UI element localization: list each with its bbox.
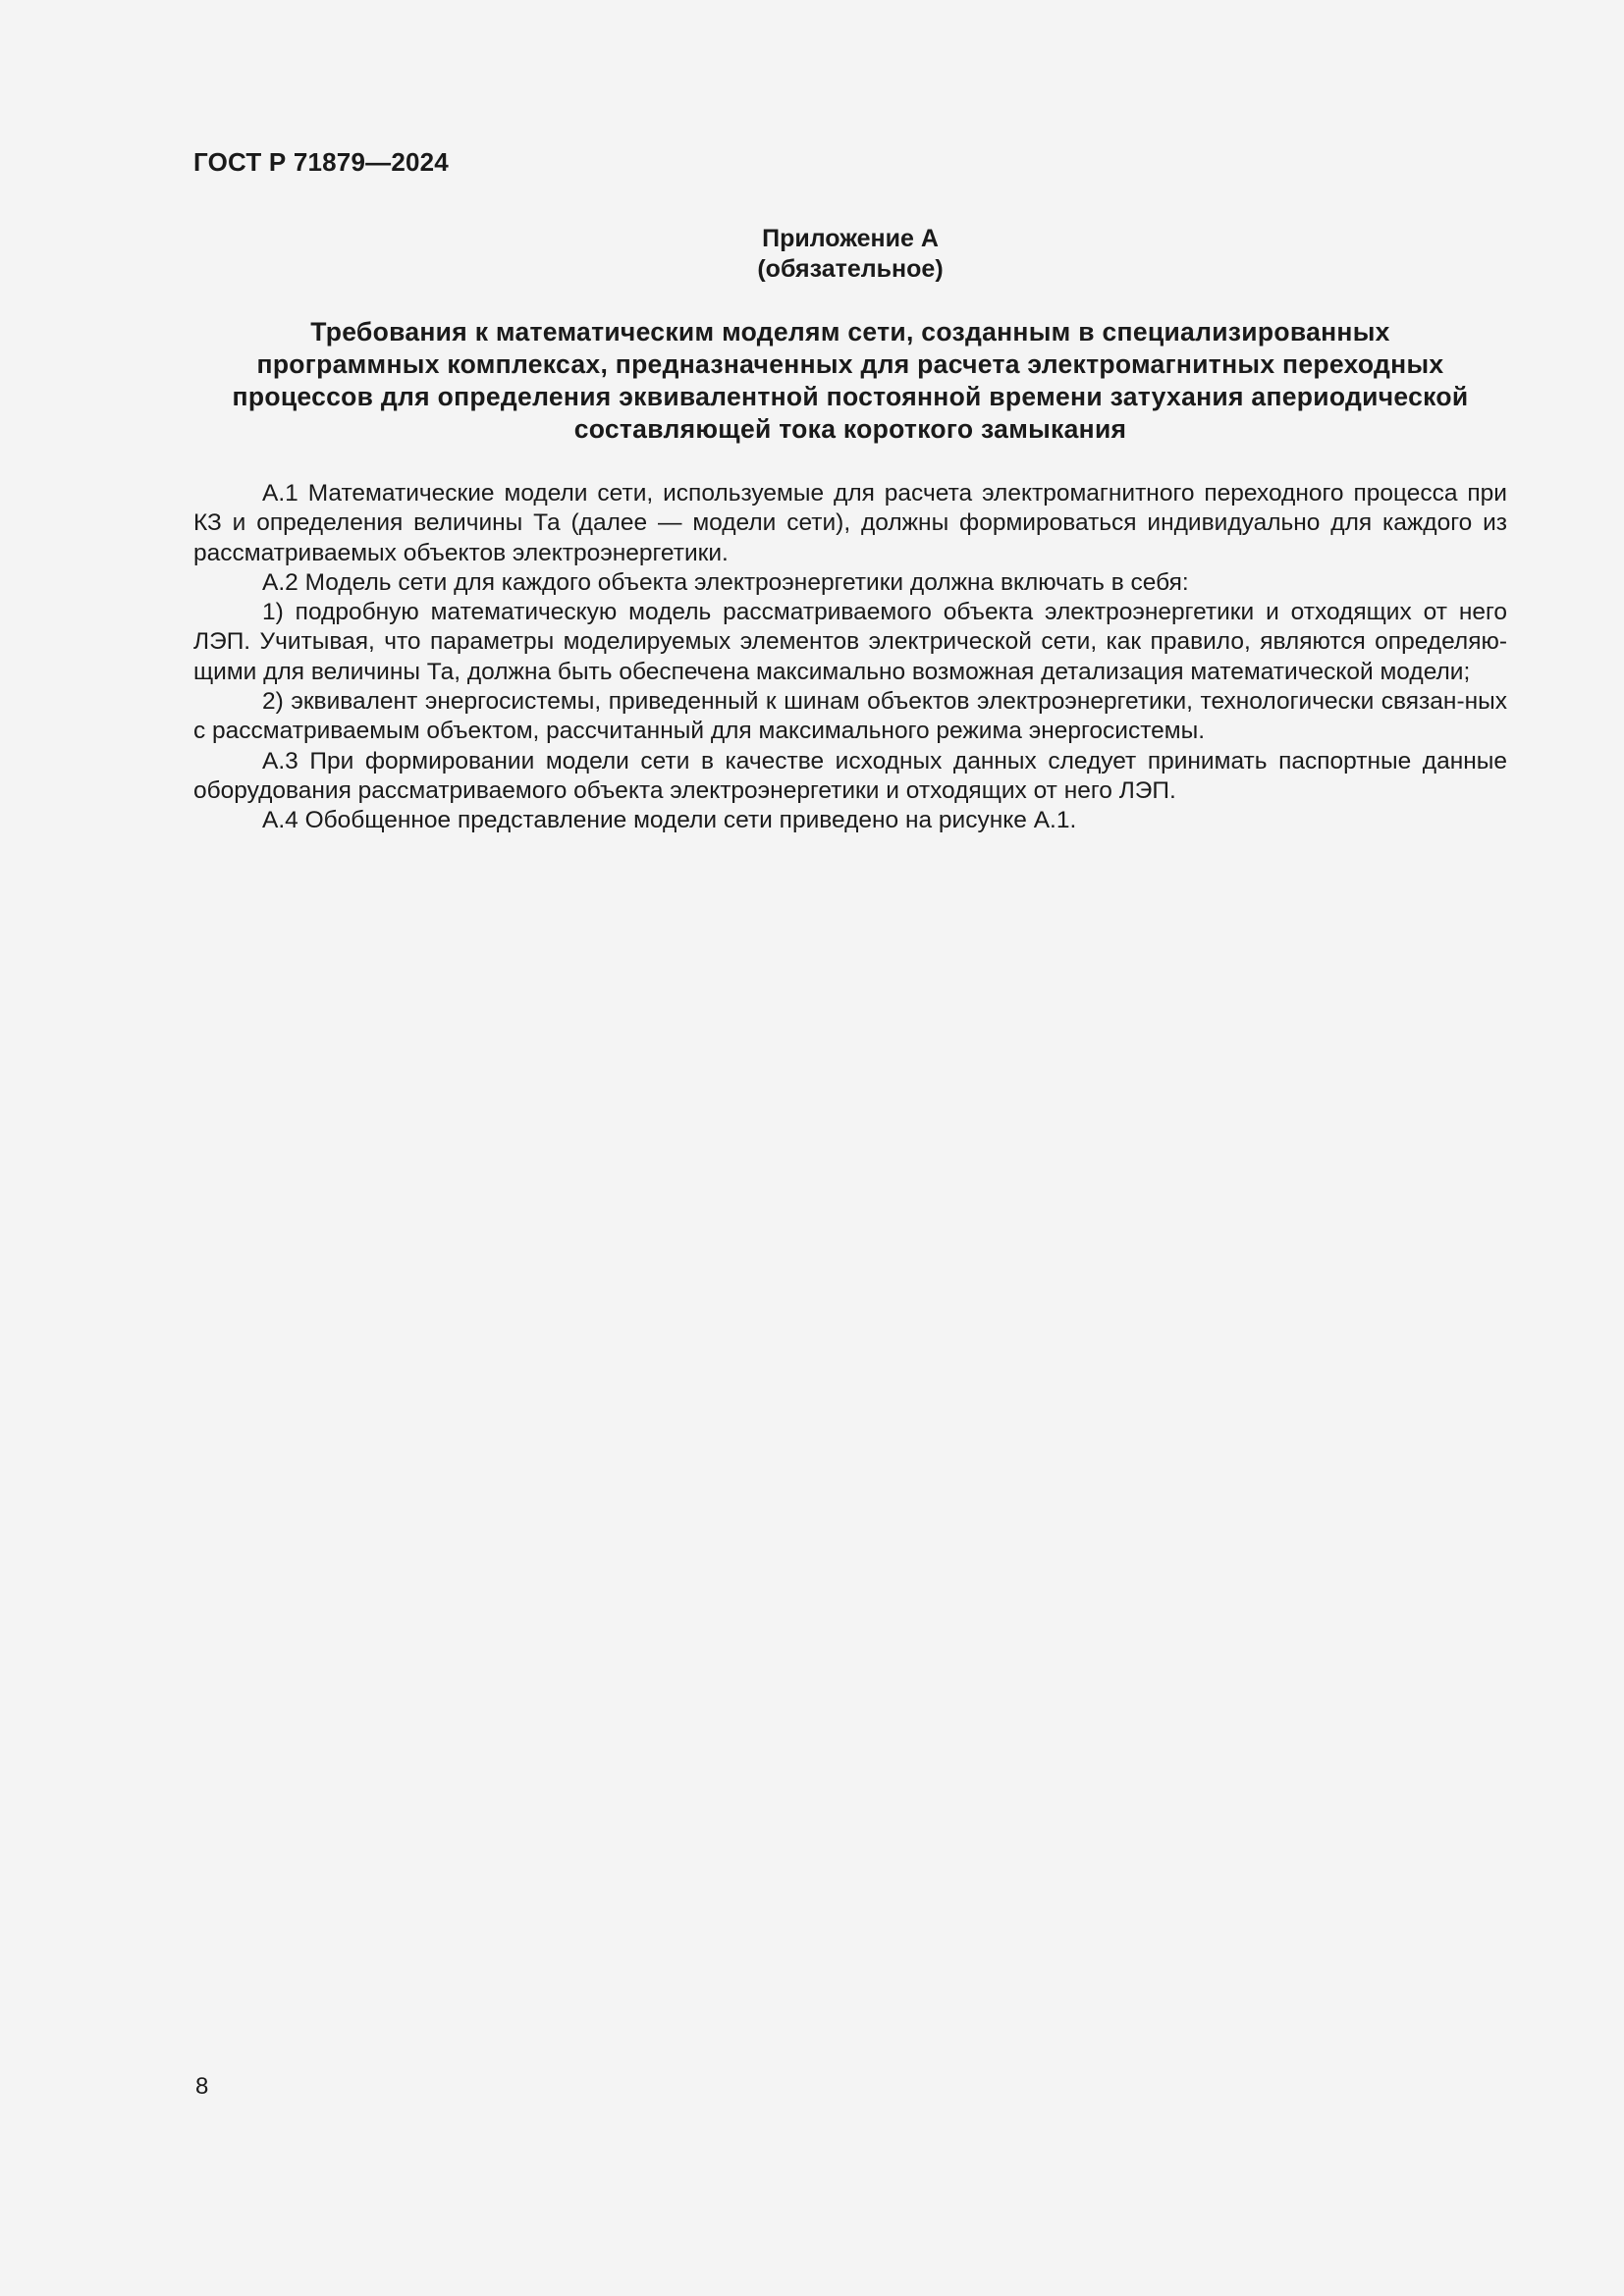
title-line: программных комплексах, предназначенных для расчета электромагнитных переходных (256, 349, 1444, 379)
appendix-title (193, 316, 1507, 446)
paragraph-a4: А.4 Обобщенное представление модели сети приведено на рисунке А.1. (262, 807, 1077, 834)
appendix-status: (обязательное) (757, 255, 944, 283)
document-code: ГОСТ Р 71879—2024 (193, 147, 449, 177)
appendix-heading (193, 224, 1507, 285)
paragraph-a2-item-1: 1) подробную математическую модель рассматриваемого объекта электроэнергетики и отходящих от него ЛЭП. Учитывая, что параметры моделируемых элементов электрической сети, как правило, являются определяю-щими для величины Та, должна быть обеспечена максимально возможная детализация математической модели; (193, 599, 1507, 685)
paragraph-a3: А.3 При формировании модели сети в качестве исходных данных следует принимать паспортные данные оборудования рассматриваемого объекта электроэнергетики и отходящих от него ЛЭП. (193, 747, 1507, 804)
body-text (193, 479, 1507, 836)
page-number: 8 (195, 2073, 209, 2100)
title-line: процессов для определения эквивалентной постоянной времени затухания апериодической (232, 382, 1469, 411)
title-line: Требования к математическим моделям сети, созданным в специализированных (310, 317, 1390, 347)
title-line: составляющей тока короткого замыкания (573, 414, 1127, 444)
paragraph-a1: А.1 Математические модели сети, используемые для расчета электромагнитного переходного процесса при КЗ и определения величины Та (далее — модели сети), должны формироваться индивидуально для каждого из рассматриваемых объектов электроэнергетики. (193, 480, 1507, 566)
paragraph-a2-item-2: 2) эквивалент энергосистемы, приведенный к шинам объектов электроэнергетики, технологически связан-ных с рассматриваемым объектом, рассчитанный для максимального режима энергосистемы. (193, 688, 1507, 745)
paragraph-a2: А.2 Модель сети для каждого объекта электроэнергетики должна включать в себя: (262, 568, 1189, 596)
appendix-label: Приложение А (762, 225, 939, 252)
